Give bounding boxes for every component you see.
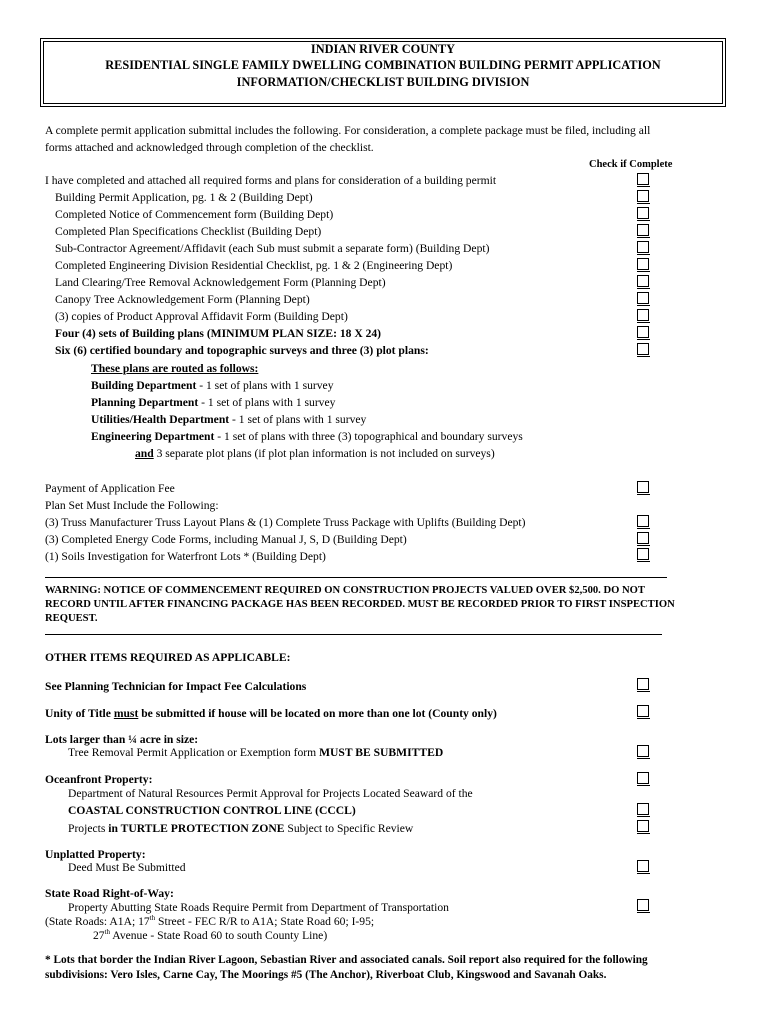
checkbox[interactable] — [637, 292, 649, 304]
footnote-line-1: * Lots that border the Indian River Lagoon, Sebastian River and associated canals. Soil report also required for the following — [45, 954, 648, 966]
checklist-item: (3) copies of Product Approval Affidavit Form (Building Dept) — [55, 310, 348, 323]
form-title: RESIDENTIAL SINGLE FAMILY DWELLING COMBINATION BUILDING PERMIT APPLICATION — [105, 58, 661, 72]
turtle-zone-line: Projects in TURTLE PROTECTION ZONE Subject to Specific Review — [68, 822, 414, 835]
unplatted-detail: Deed Must Be Submitted — [68, 861, 186, 874]
checkbox[interactable] — [637, 326, 649, 338]
routing-and-row: and 3 separate plot plans (if plot plan information is not included on surveys) — [135, 447, 495, 460]
intro-line-2: forms attached and acknowledged through completion of the checklist. — [45, 141, 374, 154]
intro-line-1: A complete permit application submittal includes the following. For consideration, a complete package must be filed, including all — [45, 124, 651, 137]
checklist-item-plans: Four (4) sets of Building plans (MINIMUM PLAN SIZE: 18 X 24) — [55, 327, 382, 340]
routing-heading: These plans are routed as follows: — [91, 362, 259, 375]
state-road-line-2: (State Roads: A1A; 17th Street - FEC R/R to A1A; State Road 60; I-95; — [45, 914, 375, 928]
checkbox[interactable] — [637, 515, 649, 527]
lots-detail: Tree Removal Permit Application or Exemption form MUST BE SUBMITTED — [68, 746, 444, 759]
checkbox[interactable] — [637, 899, 649, 911]
checkbox[interactable] — [637, 190, 649, 202]
divider — [45, 634, 662, 635]
checkbox[interactable] — [637, 532, 649, 544]
plan-set-heading: Plan Set Must Include the Following: — [45, 499, 219, 512]
checkbox[interactable] — [637, 860, 649, 872]
checkbox[interactable] — [637, 224, 649, 236]
checkbox[interactable] — [637, 548, 649, 560]
state-road-line-3: 27th Avenue - State Road 60 to south County Line) — [93, 928, 328, 942]
checkbox[interactable] — [637, 275, 649, 287]
plan-set-item: (3) Truss Manufacturer Truss Layout Plans & (1) Complete Truss Package with Uplifts (Building Dept) — [45, 516, 526, 529]
checklist-item: Building Permit Application, pg. 1 & 2 (Building Dept) — [55, 191, 313, 204]
checklist-item: Land Clearing/Tree Removal Acknowledgement Form (Planning Dept) — [55, 276, 386, 289]
payment-fee: Payment of Application Fee — [45, 482, 175, 495]
checklist-item: Completed Notice of Commencement form (Building Dept) — [55, 208, 334, 221]
routing-row: Planning Department - 1 set of plans with 1 survey — [91, 396, 336, 409]
form-subtitle: INFORMATION/CHECKLIST BUILDING DIVISION — [236, 75, 530, 89]
checkbox[interactable] — [637, 481, 649, 493]
oceanfront-heading: Oceanfront Property: — [45, 773, 153, 786]
routing-row: Utilities/Health Department - 1 set of plans with 1 survey — [91, 413, 367, 426]
checkbox[interactable] — [637, 745, 649, 757]
routing-row: Engineering Department - 1 set of plans with three (3) topographical and boundary surveys — [91, 430, 523, 443]
state-road-line-1: Property Abutting State Roads Require Permit from Department of Transportation — [68, 901, 449, 914]
divider — [45, 577, 667, 578]
checkbox[interactable] — [637, 241, 649, 253]
warning-line-1: WARNING: NOTICE OF COMMENCEMENT REQUIRED ON CONSTRUCTION PROJECTS VALUED OVER $2,500. DO NOT — [45, 585, 645, 596]
footnote-line-2: subdivisions: Vero Isles, Carne Cay, The Moorings #5 (The Anchor), Riverboat Club, Kingswood and Savanah Oaks. — [45, 969, 607, 981]
checkbox[interactable] — [637, 705, 649, 717]
checkbox[interactable] — [637, 309, 649, 321]
unity-of-title-item: Unity of Title must be submitted if house will be located on more than one lot (County only) — [45, 707, 497, 720]
routing-row: Building Department - 1 set of plans with 1 survey — [91, 379, 334, 392]
plan-set-item: (1) Soils Investigation for Waterfront Lots * (Building Dept) — [45, 550, 326, 563]
checkbox[interactable] — [637, 173, 649, 185]
cccl-line: COASTAL CONSTRUCTION CONTROL LINE (CCCL) — [68, 804, 356, 817]
oceanfront-line-1: Department of Natural Resources Permit Approval for Projects Located Seaward of the — [68, 787, 473, 800]
warning-line-2: RECORD UNTIL AFTER FINANCING PACKAGE HAS BEEN RECORDED. MUST BE RECORDED PRIOR TO FIRST INSPECTION — [45, 599, 675, 610]
warning-line-3: REQUEST. — [45, 613, 98, 624]
checklist-item-surveys: Six (6) certified boundary and topographic surveys and three (3) plot plans: — [55, 344, 429, 357]
plan-set-item: (3) Completed Energy Code Forms, including Manual J, S, D (Building Dept) — [45, 533, 407, 546]
checklist-item: Sub-Contractor Agreement/Affidavit (each Sub must submit a separate form) (Building Dept) — [55, 242, 490, 255]
checkbox[interactable] — [637, 803, 649, 815]
checklist-item: Completed Engineering Division Residential Checklist, pg. 1 & 2 (Engineering Dept) — [55, 259, 453, 272]
checkbox[interactable] — [637, 820, 649, 832]
checkbox[interactable] — [637, 207, 649, 219]
unplatted-heading: Unplatted Property: — [45, 848, 146, 861]
checkbox[interactable] — [637, 258, 649, 270]
checkbox[interactable] — [637, 343, 649, 355]
title-box — [40, 38, 726, 107]
lots-heading: Lots larger than ¼ acre in size: — [45, 733, 199, 746]
check-if-complete-label: Check if Complete — [589, 159, 673, 170]
checklist-item: Completed Plan Specifications Checklist (Building Dept) — [55, 225, 322, 238]
checklist-item: Canopy Tree Acknowledgement Form (Planning Dept) — [55, 293, 310, 306]
checklist-lead: I have completed and attached all required forms and plans for consideration of a building permit — [45, 174, 497, 187]
other-items-heading: OTHER ITEMS REQUIRED AS APPLICABLE: — [45, 651, 291, 664]
impact-fee-item: See Planning Technician for Impact Fee Calculations — [45, 680, 307, 693]
state-road-heading: State Road Right-of-Way: — [45, 887, 174, 900]
county-title: INDIAN RIVER COUNTY — [310, 42, 456, 56]
checkbox[interactable] — [637, 678, 649, 690]
checkbox[interactable] — [637, 772, 649, 784]
